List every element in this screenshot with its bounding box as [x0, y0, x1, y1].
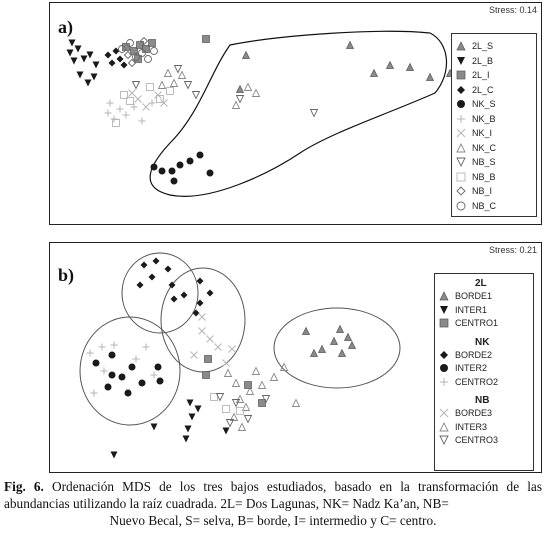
tri-up-gray-marker	[237, 86, 244, 93]
x-light-marker	[199, 328, 206, 335]
square-gray-marker	[149, 40, 156, 47]
diamond-black-marker	[165, 266, 172, 273]
mds-panel-a	[49, 2, 542, 225]
circle-dark-marker	[129, 364, 136, 371]
plus-light-marker	[123, 112, 130, 119]
legend-b-heading: NK	[475, 336, 490, 348]
circle-dark-marker	[109, 352, 116, 359]
legend-b-label: CENTRO1	[455, 318, 499, 328]
group-ellipse-2l-top	[122, 253, 198, 333]
legend-a-label: NB_I	[472, 186, 493, 196]
tri-down-black-marker	[189, 414, 196, 421]
tri-up-open-marker	[245, 84, 252, 91]
circle-dark-marker	[139, 380, 146, 387]
diamond-black-marker	[137, 282, 144, 289]
circle-dark-marker	[197, 152, 204, 159]
circle-dark-marker	[155, 364, 162, 371]
tri-up-gray-marker	[303, 328, 310, 335]
panel-a-label: a)	[58, 17, 73, 37]
plus-light-marker	[105, 110, 112, 117]
square-gray-marker	[245, 382, 252, 389]
stress-value-a: Stress: 0.14	[488, 5, 537, 15]
tri-down-open-marker	[237, 96, 244, 103]
diamond-black-marker	[117, 56, 124, 63]
diamond-black-marker	[440, 351, 448, 359]
tri-up-open-marker	[239, 424, 246, 431]
square-gray-marker	[123, 44, 130, 51]
tri-up-open-marker	[237, 396, 244, 403]
square-gray-marker	[440, 319, 448, 327]
circle-dark-marker	[207, 170, 214, 177]
plus-light-marker	[149, 100, 156, 107]
tri-up-open-marker	[293, 400, 300, 407]
diamond-black-marker	[105, 52, 112, 59]
legend-b-label: INTER3	[455, 421, 488, 432]
legend-a-label: NK_B	[472, 113, 496, 124]
tri-down-open-marker	[133, 82, 140, 89]
tri-down-black-marker	[111, 452, 118, 459]
tri-down-open-marker	[245, 416, 252, 423]
plus-light-marker	[440, 378, 448, 386]
tri-up-open-marker	[233, 380, 240, 387]
diamond-black-marker	[141, 262, 148, 269]
plus-light-marker	[87, 350, 94, 357]
caption-last-line: Nuevo Becal, S= selva, B= borde, I= intermedio y C= centro.	[109, 513, 437, 528]
circle-dark-marker	[151, 164, 158, 171]
plus-light-marker	[133, 356, 140, 363]
tri-up-open-marker	[253, 368, 260, 375]
plus-light-marker	[107, 100, 114, 107]
square-gray-marker	[203, 36, 210, 43]
tri-down-black-marker	[151, 424, 158, 431]
tri-up-gray-marker	[331, 338, 338, 345]
diamond-black-marker	[109, 60, 116, 67]
legend-b	[434, 273, 534, 471]
circle-dark-marker	[177, 162, 184, 169]
x-light-marker	[191, 352, 198, 359]
caption-fig-label: Fig. 6.	[4, 479, 44, 494]
tri-up-open-marker	[233, 102, 240, 109]
diamond-black-marker	[193, 310, 200, 317]
tri-down-black-marker	[77, 72, 84, 79]
x-light-marker	[161, 100, 168, 107]
circle-dark-marker	[157, 378, 164, 385]
tri-down-black-marker	[93, 62, 100, 69]
legend-b-label: INTER2	[455, 363, 488, 373]
tri-up-gray-marker	[371, 70, 378, 77]
x-light-marker	[199, 314, 206, 321]
legend-a-label: NB_S	[472, 157, 496, 167]
x-light-marker	[229, 346, 236, 353]
diamond-black-marker	[197, 278, 204, 285]
square-gray-marker	[457, 71, 465, 79]
tri-down-black-marker	[85, 80, 92, 87]
tri-up-open-marker	[457, 144, 465, 152]
plus-light-marker	[117, 106, 124, 113]
diamond-black-marker	[153, 258, 160, 265]
square-open-marker	[223, 406, 230, 413]
plus-light-marker	[99, 344, 106, 351]
tri-down-open-marker	[233, 400, 240, 407]
caption-text: Ordenación MDS de los tres bajos estudiados, basado en la transformación de las abundancias utilizando la raíz cuadrada. 2L= Dos Lagunas, NK= Nadz Ka’an, NB=	[4, 479, 542, 511]
circle-dark-marker	[187, 158, 194, 165]
tri-down-black-marker	[183, 436, 190, 443]
legend-a-label: NK_I	[472, 128, 493, 138]
diamond-black-marker	[171, 296, 178, 303]
tri-up-gray-marker	[345, 334, 352, 341]
square-open-marker	[167, 88, 174, 95]
circle-dark-marker	[159, 168, 166, 175]
panel-b-label: b)	[58, 265, 75, 285]
legend-a-label: NK_S	[472, 99, 496, 109]
tri-down-black-marker	[187, 400, 194, 407]
x-light-marker	[135, 96, 142, 103]
tri-down-black-marker	[457, 57, 465, 65]
tri-up-gray-marker	[349, 342, 356, 349]
diamond-open-marker	[457, 187, 465, 195]
circle-dark-marker	[125, 390, 132, 397]
legend-a	[451, 33, 537, 217]
mds-panel-b	[49, 242, 542, 473]
x-light-marker	[215, 344, 222, 351]
plus-light-marker	[139, 118, 146, 125]
square-gray-marker	[205, 356, 212, 363]
tri-down-black-marker	[195, 406, 202, 413]
x-light-marker	[129, 90, 136, 97]
tri-down-black-marker	[440, 306, 448, 314]
legend-a-label: 2L_B	[472, 55, 494, 66]
tri-up-open-marker	[165, 70, 172, 77]
tri-down-open-marker	[175, 66, 182, 73]
circle-dark-marker	[109, 372, 116, 379]
tri-up-gray-marker	[427, 74, 434, 81]
legend-a-label: NB_B	[472, 171, 496, 182]
square-gray-marker	[259, 400, 266, 407]
diamond-black-marker	[457, 86, 465, 94]
tri-up-open-marker	[159, 82, 166, 89]
tri-down-black-marker	[91, 74, 98, 81]
diamond-black-marker	[207, 290, 214, 297]
diamond-black-marker	[181, 292, 188, 299]
tri-down-open-marker	[457, 158, 465, 166]
tri-up-gray-marker	[337, 326, 344, 333]
tri-down-black-marker	[75, 46, 82, 53]
tri-down-black-marker	[81, 56, 88, 63]
square-open-marker	[211, 394, 218, 401]
plus-light-marker	[111, 342, 118, 349]
group-ellipse-2l-borde	[274, 308, 400, 388]
legend-b-label: BORDE3	[455, 408, 493, 418]
legend-b-label: INTER1	[455, 304, 488, 315]
tri-down-open-marker	[185, 82, 192, 89]
group-ellipse-nk	[80, 317, 180, 425]
x-light-marker	[143, 104, 150, 111]
plus-light-marker	[151, 372, 158, 379]
tri-up-gray-marker	[387, 62, 394, 69]
tri-up-gray-marker	[457, 42, 465, 50]
plus-light-marker	[143, 344, 150, 351]
legend-a-label: 2L_I	[472, 70, 490, 80]
plus-light-marker	[101, 368, 108, 375]
tri-down-open-marker	[193, 92, 200, 99]
circle-open-marker	[151, 48, 158, 55]
tri-up-open-marker	[179, 72, 186, 79]
tri-up-open-marker	[171, 80, 178, 87]
tri-up-gray-marker	[311, 350, 318, 357]
plus-light-marker	[457, 115, 465, 123]
legend-a-label: 2L_S	[472, 41, 494, 51]
diamond-black-marker	[149, 274, 156, 281]
tri-up-gray-marker	[243, 52, 250, 59]
circle-open-marker	[145, 56, 152, 63]
tri-down-open-marker	[311, 110, 318, 117]
circle-dark-marker	[169, 168, 176, 175]
tri-up-open-marker	[440, 423, 448, 431]
tri-down-black-marker	[87, 52, 94, 59]
circle-dark-marker	[93, 360, 100, 367]
circle-dark-marker	[171, 178, 178, 185]
legend-b-label: BORDE1	[455, 291, 493, 301]
tri-up-open-marker	[271, 374, 278, 381]
plus-light-marker	[111, 116, 118, 123]
tri-up-open-marker	[259, 382, 266, 389]
circle-dark-marker	[105, 384, 112, 391]
legend-b-label: BORDE2	[455, 349, 493, 360]
circle-open-marker	[139, 50, 146, 57]
plus-light-marker	[91, 390, 98, 397]
diamond-black-marker	[121, 62, 128, 69]
circle-dark-marker	[457, 100, 465, 108]
legend-b-label: CENTRO3	[455, 435, 499, 445]
figure-caption	[4, 478, 542, 529]
square-open-marker	[237, 408, 244, 415]
circle-open-marker	[127, 40, 134, 47]
x-light-marker	[457, 129, 465, 137]
circle-dark-marker	[440, 364, 448, 372]
group-outline-a	[150, 31, 446, 196]
legend-a-label: NB_C	[472, 200, 497, 211]
tri-down-black-marker	[71, 58, 78, 65]
legend-a-label: NK_C	[472, 142, 497, 153]
tri-up-gray-marker	[407, 64, 414, 71]
legend-b-heading: 2L	[475, 278, 487, 289]
x-light-marker	[155, 92, 162, 99]
tri-up-gray-marker	[339, 350, 346, 357]
tri-up-gray-marker	[440, 292, 448, 300]
tri-down-black-marker	[185, 426, 192, 433]
square-open-marker	[147, 84, 154, 91]
stress-value-b: Stress: 0.21	[488, 245, 537, 255]
legend-b-label: CENTRO2	[455, 376, 499, 387]
tri-up-open-marker	[225, 370, 232, 377]
tri-down-black-marker	[223, 428, 230, 435]
legend-a-label: 2L_C	[472, 84, 494, 95]
tri-up-gray-marker	[319, 346, 326, 353]
legend-b-heading: NB	[475, 395, 490, 406]
x-light-marker	[223, 360, 230, 367]
circle-open-marker	[457, 202, 465, 210]
x-light-marker	[207, 336, 214, 343]
square-open-marker	[457, 173, 465, 181]
tri-up-open-marker	[253, 90, 260, 97]
x-light-marker	[440, 409, 448, 417]
tri-up-gray-marker	[347, 42, 354, 49]
circle-dark-marker	[119, 374, 126, 381]
tri-down-black-marker	[69, 40, 76, 47]
tri-down-open-marker	[440, 436, 448, 444]
square-gray-marker	[203, 372, 210, 379]
tri-down-black-marker	[67, 50, 74, 57]
